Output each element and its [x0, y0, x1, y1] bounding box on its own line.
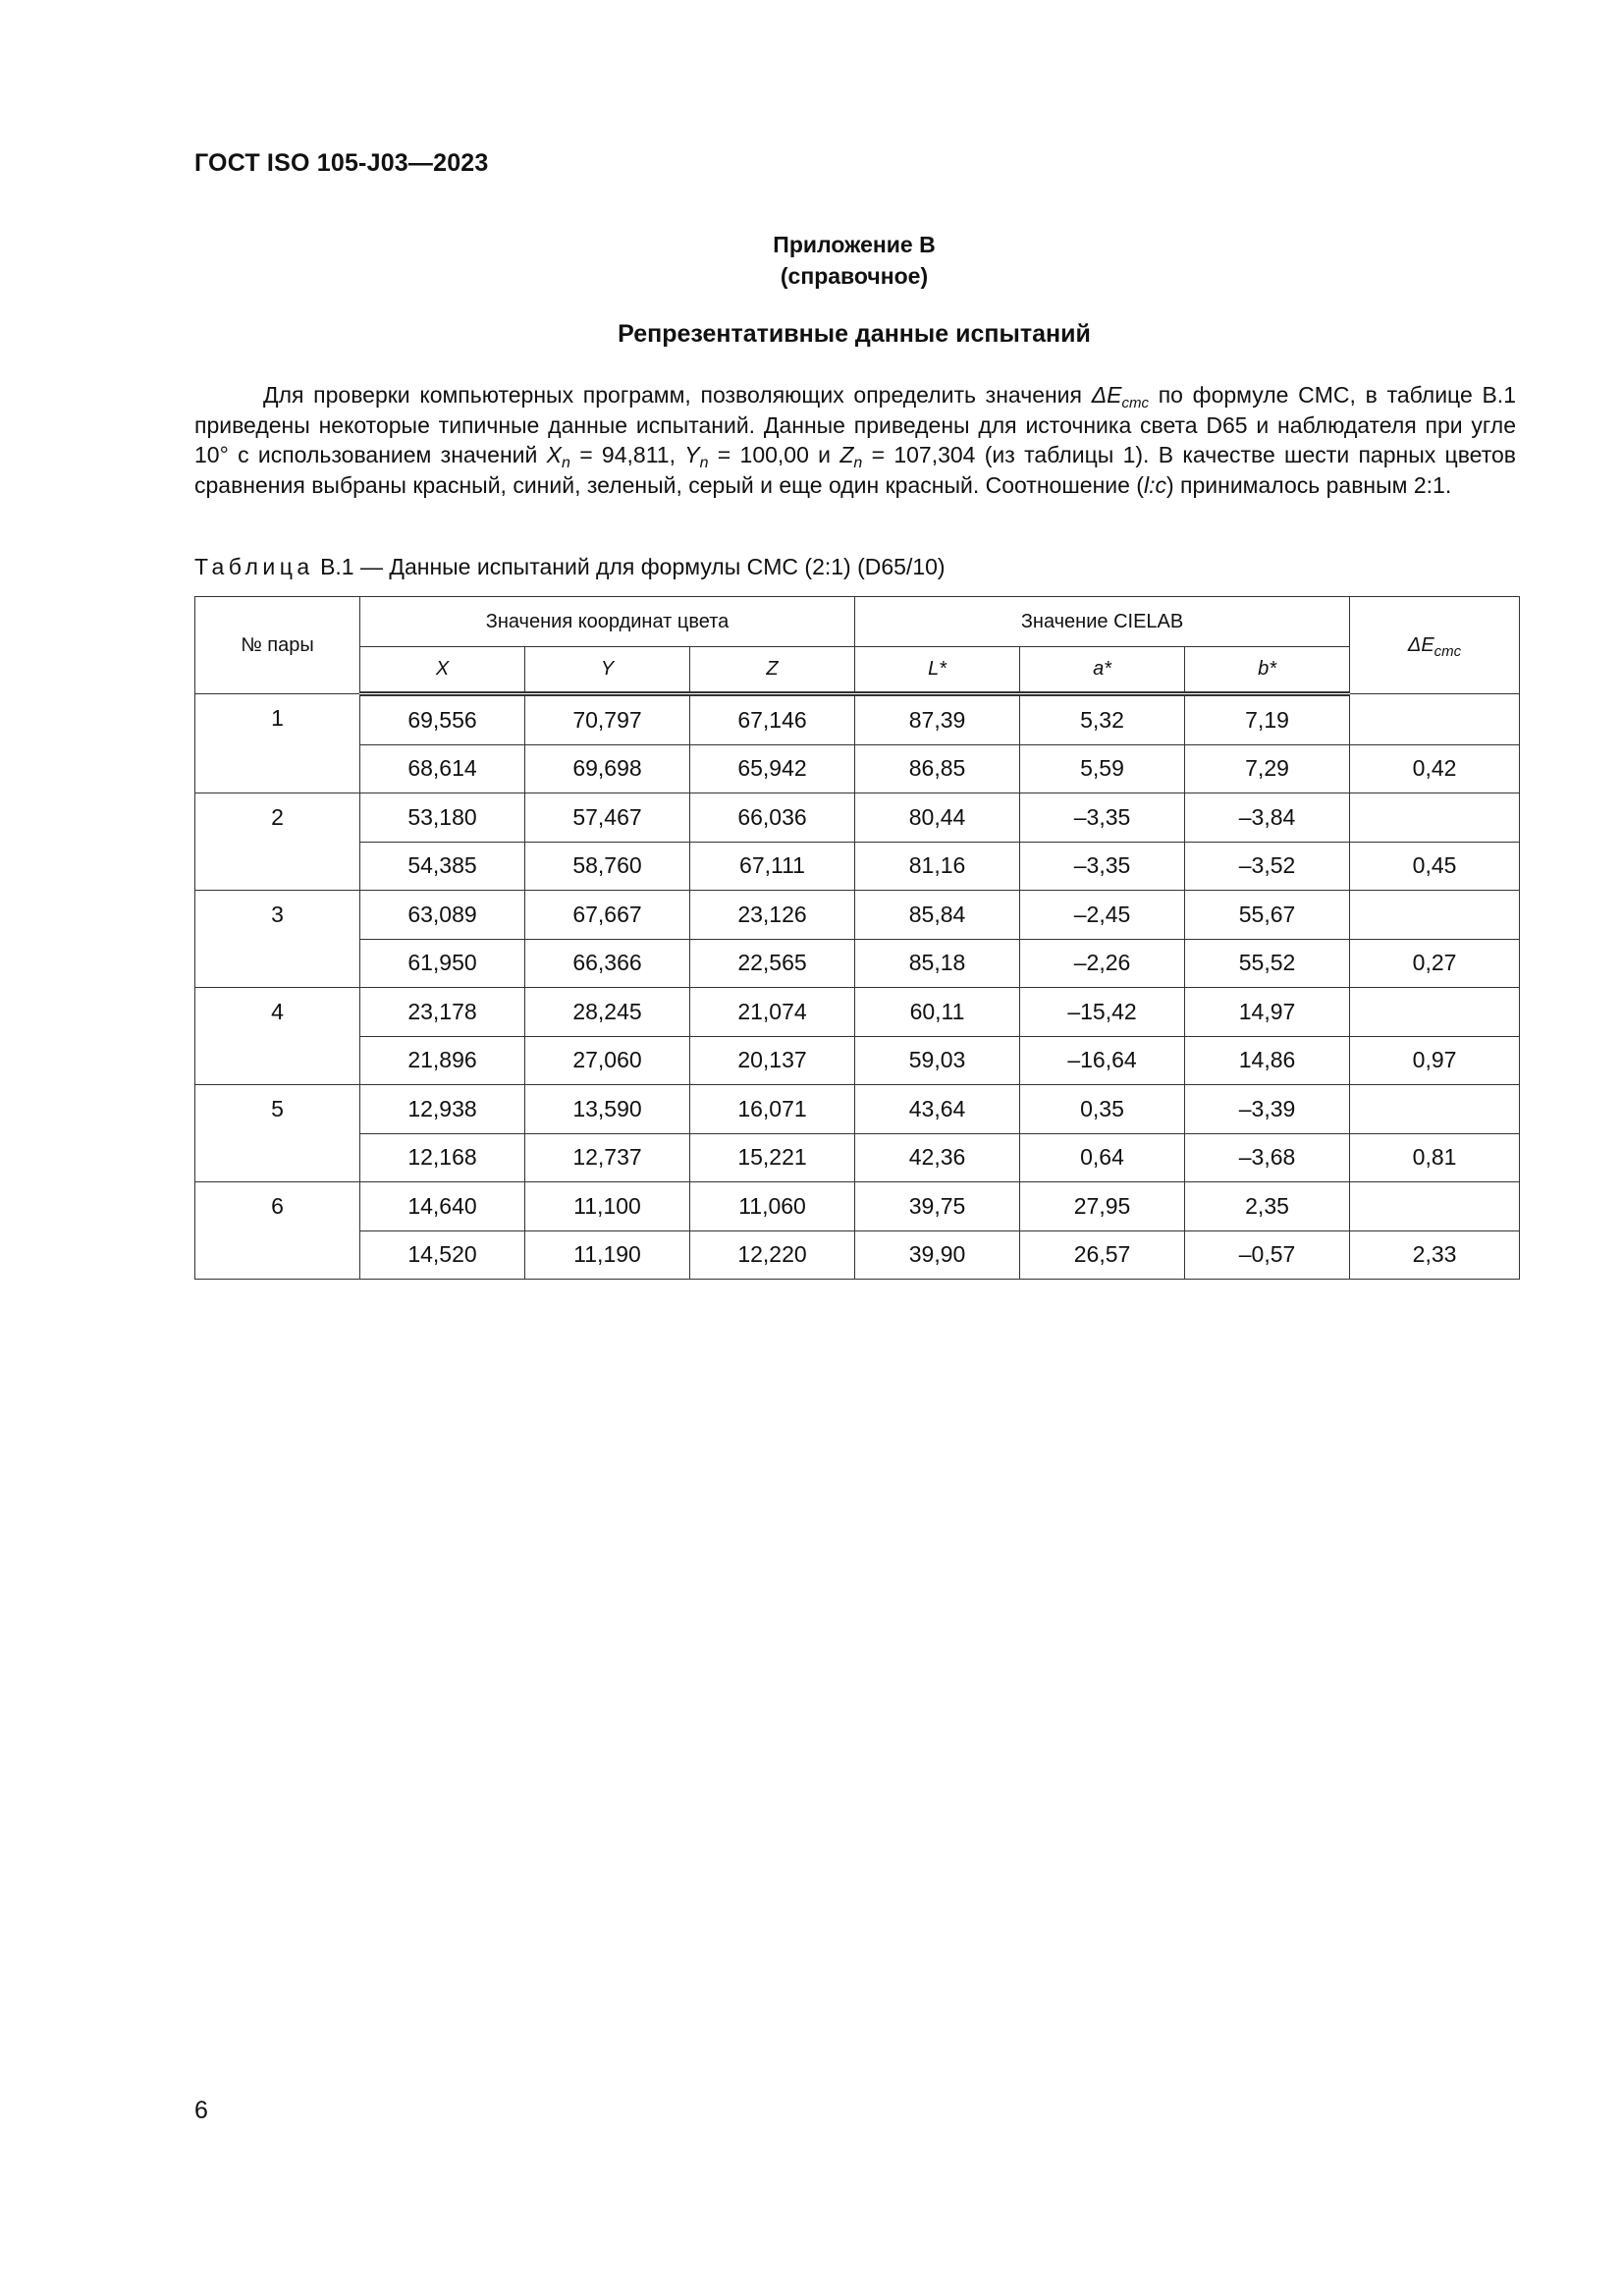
- cell-z: 15,221: [690, 1133, 855, 1182]
- cell-l: 87,39: [855, 694, 1020, 745]
- annex-heading: [0, 229, 1623, 292]
- cell-de: 0,45: [1350, 842, 1520, 891]
- cell-x: 12,938: [360, 1085, 525, 1134]
- annex-name: Приложение В: [773, 232, 936, 257]
- cell-y: 58,760: [525, 842, 690, 891]
- para-text-3: = 94,811,: [569, 442, 685, 467]
- cell-de: [1350, 694, 1520, 745]
- cell-z: 12,220: [690, 1230, 855, 1280]
- cell-b: –3,84: [1185, 793, 1350, 843]
- table-row: [195, 842, 1520, 891]
- para-text-6: ) принималось равным 2:1.: [1165, 471, 1452, 498]
- cell-de: [1350, 793, 1520, 843]
- cell-de: 0,42: [1350, 744, 1520, 793]
- cell-x: 54,385: [360, 842, 525, 891]
- cell-b: 55,67: [1185, 891, 1350, 940]
- cell-x: 68,614: [360, 744, 525, 793]
- cell-b: 7,19: [1185, 694, 1350, 745]
- cell-a: –16,64: [1020, 1036, 1185, 1085]
- cell-b: –3,68: [1185, 1133, 1350, 1182]
- cell-a: –2,26: [1020, 939, 1185, 988]
- para-text-5: = 107,304 (из таблицы 1). В качестве шести парных цветов сравнения выбраны красный, синий, зеленый, серый и еще один красный. Соотношение (: [194, 442, 1516, 498]
- header-x: X: [360, 647, 525, 694]
- cell-z: 66,036: [690, 793, 855, 843]
- pair-number-cell: 1: [195, 694, 360, 793]
- cell-x: 61,950: [360, 939, 525, 988]
- cell-z: 20,137: [690, 1036, 855, 1085]
- cell-y: 11,100: [525, 1182, 690, 1231]
- section-title: Репрезентативные данные испытаний: [618, 320, 1091, 348]
- table-row: [195, 1036, 1520, 1085]
- cell-b: –0,57: [1185, 1230, 1350, 1280]
- cell-de: 0,27: [1350, 939, 1520, 988]
- intro-paragraph: Для проверки компьютерных программ, позволяющих определить значения $\Delta E_{cmc}$ по формуле CMC, в таблице В.1 приведены некоторые типичные данные испытаний. Данные приведены для источника света D65 и наблюдателя при угле 10° с использованием значений $X_n = 94,811$, $Y_n = 100,00$ и $Z_n = 107,304$ (из таблицы 1). В качестве шести парных цветов сравнения выбраны красный, синий, зеленый, серый и еще один красный. Соотношение (l:c) принималось равным 2:1.: [194, 382, 1516, 498]
- table-caption: [194, 554, 946, 580]
- cell-l: 80,44: [855, 793, 1020, 843]
- cell-a: 5,59: [1020, 744, 1185, 793]
- cell-x: 63,089: [360, 891, 525, 940]
- yn-symbol: Y: [684, 442, 700, 467]
- header-a: a*: [1020, 647, 1185, 694]
- cell-l: 60,11: [855, 988, 1020, 1037]
- zn-symbol: Z: [839, 442, 854, 467]
- cell-y: 70,797: [525, 694, 690, 745]
- cell-de: 0,81: [1350, 1133, 1520, 1182]
- cell-x: 21,896: [360, 1036, 525, 1085]
- para-text-2: по формуле CMC, в таблице В.1 приведены некоторые типичные данные испытаний. Данные приведены для источника света D65 и наблюдателя при угле 10° с использованием значений: [194, 382, 1516, 467]
- table-row: [195, 744, 1520, 793]
- header-coords-group: Значения координат цвета: [360, 597, 855, 647]
- page-number: 6: [194, 2097, 208, 2124]
- cell-de: [1350, 891, 1520, 940]
- pair-number-cell: 2: [195, 793, 360, 891]
- cell-l: 39,75: [855, 1182, 1020, 1231]
- para-text-1: Для проверки компьютерных программ, позволяющих определить значения: [263, 382, 1092, 408]
- table-row: [195, 793, 1520, 843]
- caption-text: В.1 — Данные испытаний для формулы CMC (2:1) (D65/10): [313, 554, 946, 579]
- table-row: [195, 891, 1520, 940]
- cell-y: 28,245: [525, 988, 690, 1037]
- pair-number-cell: 5: [195, 1085, 360, 1182]
- cell-b: 55,52: [1185, 939, 1350, 988]
- cell-y: 11,190: [525, 1230, 690, 1280]
- cell-x: 14,520: [360, 1230, 525, 1280]
- table-row: [195, 988, 1520, 1037]
- cell-b: 2,35: [1185, 1182, 1350, 1231]
- header-b: b*: [1185, 647, 1350, 694]
- cell-z: 67,146: [690, 694, 855, 745]
- cell-a: 5,32: [1020, 694, 1185, 745]
- header-pair: № пары: [195, 597, 360, 694]
- cell-b: 7,29: [1185, 744, 1350, 793]
- cell-x: 53,180: [360, 793, 525, 843]
- cell-y: 13,590: [525, 1085, 690, 1134]
- delta-e-cmc-symbol: $\Delta E_{cmc}$: [1091, 382, 1149, 411]
- cell-y: 67,667: [525, 891, 690, 940]
- cell-y: 69,698: [525, 744, 690, 793]
- table-row: [195, 1133, 1520, 1182]
- test-data-table: [194, 596, 1520, 1280]
- cell-a: –3,35: [1020, 793, 1185, 843]
- cell-l: 86,85: [855, 744, 1020, 793]
- cell-z: 16,071: [690, 1085, 855, 1134]
- cell-l: 81,16: [855, 842, 1020, 891]
- header-delta-e: $\Delta E_{cmc}$: [1350, 597, 1520, 694]
- cell-a: –15,42: [1020, 988, 1185, 1037]
- xn-symbol: X: [546, 442, 562, 467]
- cell-z: 22,565: [690, 939, 855, 988]
- header-y: Y: [525, 647, 690, 694]
- cell-y: 66,366: [525, 939, 690, 988]
- cell-de: [1350, 1182, 1520, 1231]
- cell-x: 12,168: [360, 1133, 525, 1182]
- cell-a: –2,45: [1020, 891, 1185, 940]
- cell-de: [1350, 988, 1520, 1037]
- cell-de: 0,97: [1350, 1036, 1520, 1085]
- header-l: L*: [855, 647, 1020, 694]
- cell-x: 69,556: [360, 694, 525, 745]
- document-header: ГОСТ ISO 105-J03—2023: [194, 149, 489, 177]
- cell-de: 2,33: [1350, 1230, 1520, 1280]
- lc-ratio-symbol: l:c: [1143, 471, 1166, 498]
- cell-x: 23,178: [360, 988, 525, 1037]
- table-row: [195, 1085, 1520, 1134]
- pair-number-cell: 4: [195, 988, 360, 1085]
- cell-z: 23,126: [690, 891, 855, 940]
- header-z: Z: [690, 647, 855, 694]
- table-row: [195, 939, 1520, 988]
- cell-y: 57,467: [525, 793, 690, 843]
- cell-b: –3,39: [1185, 1085, 1350, 1134]
- pair-number-cell: 6: [195, 1182, 360, 1280]
- cell-l: 42,36: [855, 1133, 1020, 1182]
- cell-l: 39,90: [855, 1230, 1020, 1280]
- table-row: [195, 1230, 1520, 1280]
- cell-z: 21,074: [690, 988, 855, 1037]
- cell-l: 43,64: [855, 1085, 1020, 1134]
- para-text-4: = 100,00 и: [708, 442, 840, 467]
- cell-de: [1350, 1085, 1520, 1134]
- cell-l: 85,84: [855, 891, 1020, 940]
- cell-l: 59,03: [855, 1036, 1020, 1085]
- cell-a: 27,95: [1020, 1182, 1185, 1231]
- cell-a: –3,35: [1020, 842, 1185, 891]
- pair-number-cell: 3: [195, 891, 360, 988]
- cell-l: 85,18: [855, 939, 1020, 988]
- cell-a: 26,57: [1020, 1230, 1185, 1280]
- cell-a: 0,35: [1020, 1085, 1185, 1134]
- cell-y: 12,737: [525, 1133, 690, 1182]
- cell-y: 27,060: [525, 1036, 690, 1085]
- cell-a: 0,64: [1020, 1133, 1185, 1182]
- annex-status: (справочное): [780, 263, 929, 289]
- cell-x: 14,640: [360, 1182, 525, 1231]
- header-cielab-group: Значение CIELAB: [855, 597, 1350, 647]
- cell-z: 67,111: [690, 842, 855, 891]
- caption-word: Таблица: [194, 554, 314, 579]
- table-row: [195, 694, 1520, 745]
- cell-z: 11,060: [690, 1182, 855, 1231]
- table-row: [195, 1182, 1520, 1231]
- cell-b: –3,52: [1185, 842, 1350, 891]
- cell-b: 14,97: [1185, 988, 1350, 1037]
- cell-b: 14,86: [1185, 1036, 1350, 1085]
- cell-z: 65,942: [690, 744, 855, 793]
